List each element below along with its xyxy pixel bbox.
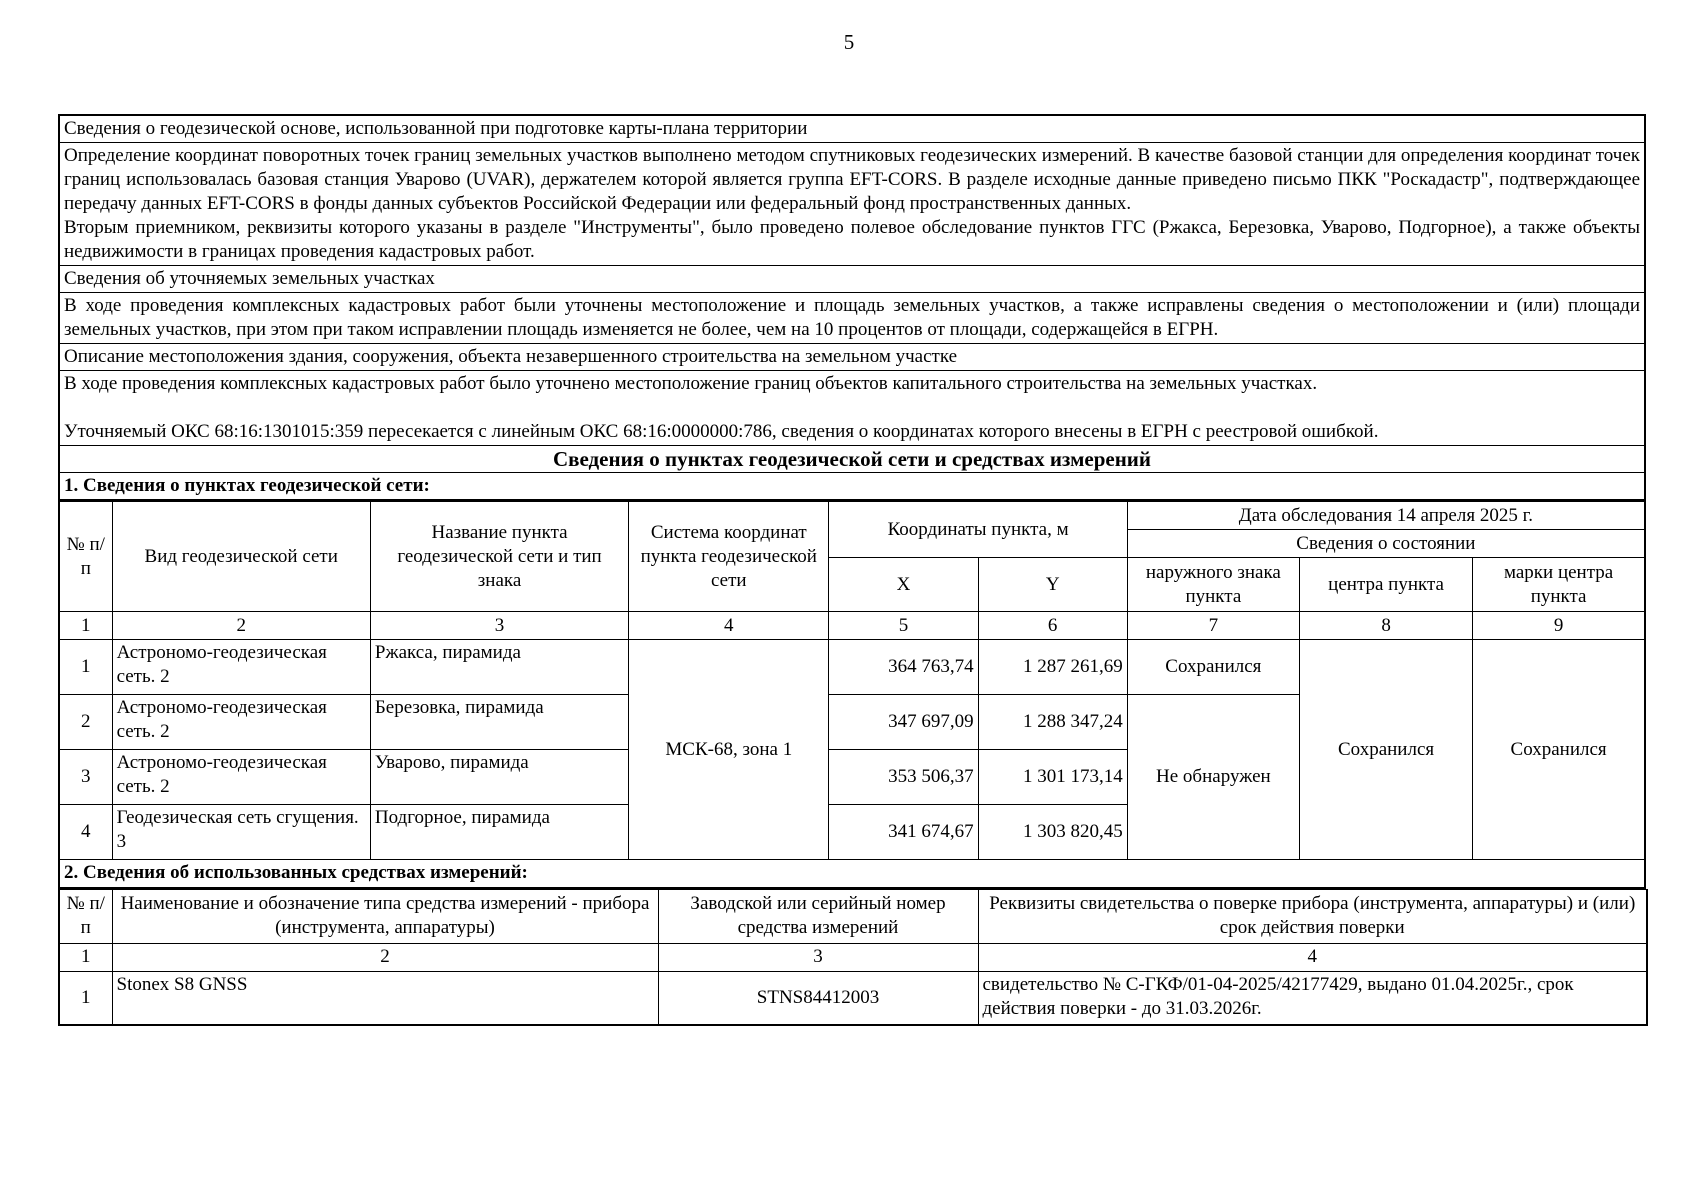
row-y: 1 303 820,45 xyxy=(978,805,1127,860)
row-num: 4 xyxy=(59,805,112,860)
row-num: 1 xyxy=(59,640,112,695)
row-num: 2 xyxy=(59,695,112,750)
row-y: 1 301 173,14 xyxy=(978,750,1127,805)
row-point-name: Березовка, пирамида xyxy=(370,695,628,750)
document-sheet xyxy=(58,114,1646,1026)
network-heading: Сведения о пунктах геодезической сети и средствах измерений xyxy=(59,446,1645,473)
row-y: 1 288 347,24 xyxy=(978,695,1127,750)
column-number: 9 xyxy=(1473,612,1645,640)
column-number: 1 xyxy=(59,612,112,640)
row-num: 3 xyxy=(59,750,112,805)
instr-row-num: 1 xyxy=(59,971,112,1025)
header-network-type: Вид геодезической сети xyxy=(112,502,370,612)
geodetic-basis-paragraph-1: Определение координат поворотных точек границ земельных участков выполнено методом спутниковых геодезических измерений. В качестве базовой станции для определения координат точек границ использовалась базовая станция Уварово (UVAR), держателем которой является группа EFT-CORS. В разделе исходные данные приведено письмо ПКК "Роскадастр", подтверждающее передачу данных EFT-CORS в фонды данных субъектов Российской Федерации или федеральный фонд пространственных данных. xyxy=(64,145,1640,214)
row-network: Геодезическая сеть сгущения. 3 xyxy=(112,805,370,860)
header-x: X xyxy=(829,558,978,612)
header-outer-sign: наружного знака пункта xyxy=(1127,558,1299,612)
info-sections-table xyxy=(58,114,1646,501)
header-coord-system: Система координат пункта геодезической сети xyxy=(629,502,829,612)
header-num: № п/п xyxy=(59,502,112,612)
table-row xyxy=(59,971,1647,1025)
refined-parcels-text: В ходе проведения комплексных кадастровых работ были уточнены местоположение и площадь земельных участков, а также исправлены сведения о местоположении и (или) площади земельных участков, при этом при таком исправлении площадь изменяется не более, чем на 10 процентов от площади, содержащейся в ЕГРН. xyxy=(59,293,1645,344)
row-y: 1 287 261,69 xyxy=(978,640,1127,695)
row-x: 364 763,74 xyxy=(829,640,978,695)
row-x: 347 697,09 xyxy=(829,695,978,750)
building-location-paragraph-1: В ходе проведения комплексных кадастровых работ было уточнено местоположение границ объектов капитального строительства на земельных участках. xyxy=(64,373,1318,394)
column-number: 2 xyxy=(112,612,370,640)
row-network: Астрономо-геодезическая сеть. 2 xyxy=(112,695,370,750)
row-point-name: Ржакса, пирамида xyxy=(370,640,628,695)
row-point-name: Уварово, пирамида xyxy=(370,750,628,805)
column-number: 7 xyxy=(1127,612,1299,640)
instr-row-serial: STNS84412003 xyxy=(658,971,978,1025)
table-row xyxy=(59,640,1645,695)
row-network: Астрономо-геодезическая сеть. 2 xyxy=(112,640,370,695)
column-number: 3 xyxy=(658,943,978,971)
column-number: 8 xyxy=(1299,612,1472,640)
building-location-paragraph-2: Уточняемый ОКС 68:16:1301015:359 пересекается с линейным ОКС 68:16:0000000:786, сведения о координатах которого внесены в ЕГРН с реестровой ошибкой. xyxy=(64,421,1379,442)
column-number: 4 xyxy=(629,612,829,640)
page-number: 5 xyxy=(843,30,855,54)
instruments-subtitle: 2. Сведения об использованных средствах измерений: xyxy=(59,860,1645,888)
coord-system-value: МСК-68, зона 1 xyxy=(629,640,829,860)
row-network: Астрономо-геодезическая сеть. 2 xyxy=(112,750,370,805)
header-survey-date: Дата обследования 14 апреля 2025 г. xyxy=(1127,502,1645,530)
instr-header-name: Наименование и обозначение типа средства измерений - прибора (инструмента, аппаратуры) xyxy=(112,889,658,943)
instr-row-name: Stonex S8 GNSS xyxy=(112,971,658,1025)
geodetic-basis-title: Сведения о геодезической основе, использованной при подготовке карты-плана территории xyxy=(59,115,1645,143)
network-points-table xyxy=(58,501,1646,889)
instr-header-num: № п/п xyxy=(59,889,112,943)
column-number: 3 xyxy=(370,612,628,640)
header-center-mark: марки центра пункта xyxy=(1473,558,1645,612)
refined-parcels-title: Сведения об уточняемых земельных участках xyxy=(59,266,1645,293)
header-coords: Координаты пункта, м xyxy=(829,502,1127,558)
outer-sign-state: Сохранился xyxy=(1127,640,1299,695)
mark-state: Сохранился xyxy=(1473,640,1645,860)
header-y: Y xyxy=(978,558,1127,612)
header-state: Сведения о состоянии xyxy=(1127,530,1645,558)
column-number: 5 xyxy=(829,612,978,640)
building-location-title: Описание местоположения здания, сооружения, объекта незавершенного строительства на земельном участке xyxy=(59,344,1645,371)
building-location-body xyxy=(59,371,1645,446)
header-point-center: центра пункта xyxy=(1299,558,1472,612)
outer-sign-state: Не обнаружен xyxy=(1127,695,1299,860)
network-points-subtitle: 1. Сведения о пунктах геодезической сети: xyxy=(59,473,1645,501)
column-number: 4 xyxy=(978,943,1647,971)
header-point-name: Название пункта геодезической сети и тип знака xyxy=(370,502,628,612)
column-number: 2 xyxy=(112,943,658,971)
instr-row-certificate: свидетельство № С-ГКФ/01-04-2025/42177429, выдано 01.04.2025г., срок действия поверки - до 31.03.2026г. xyxy=(978,971,1647,1025)
instr-header-serial: Заводской или серийный номер средства измерений xyxy=(658,889,978,943)
row-point-name: Подгорное, пирамида xyxy=(370,805,628,860)
column-number: 6 xyxy=(978,612,1127,640)
instr-header-certificate: Реквизиты свидетельства о поверке прибора (инструмента, аппаратуры) и (или) срок действия поверки xyxy=(978,889,1647,943)
geodetic-basis-paragraph-2: Вторым приемником, реквизиты которого указаны в разделе "Инструменты", было проведено полевое обследование пунктов ГГС (Ржакса, Березовка, Уварово, Подгорное), а также объекты недвижимости в границах проведения кадастровых работ. xyxy=(64,217,1640,262)
instruments-table xyxy=(58,889,1648,1027)
column-number: 1 xyxy=(59,943,112,971)
row-x: 341 674,67 xyxy=(829,805,978,860)
geodetic-basis-body xyxy=(59,143,1645,266)
row-x: 353 506,37 xyxy=(829,750,978,805)
center-state: Сохранился xyxy=(1299,640,1472,860)
